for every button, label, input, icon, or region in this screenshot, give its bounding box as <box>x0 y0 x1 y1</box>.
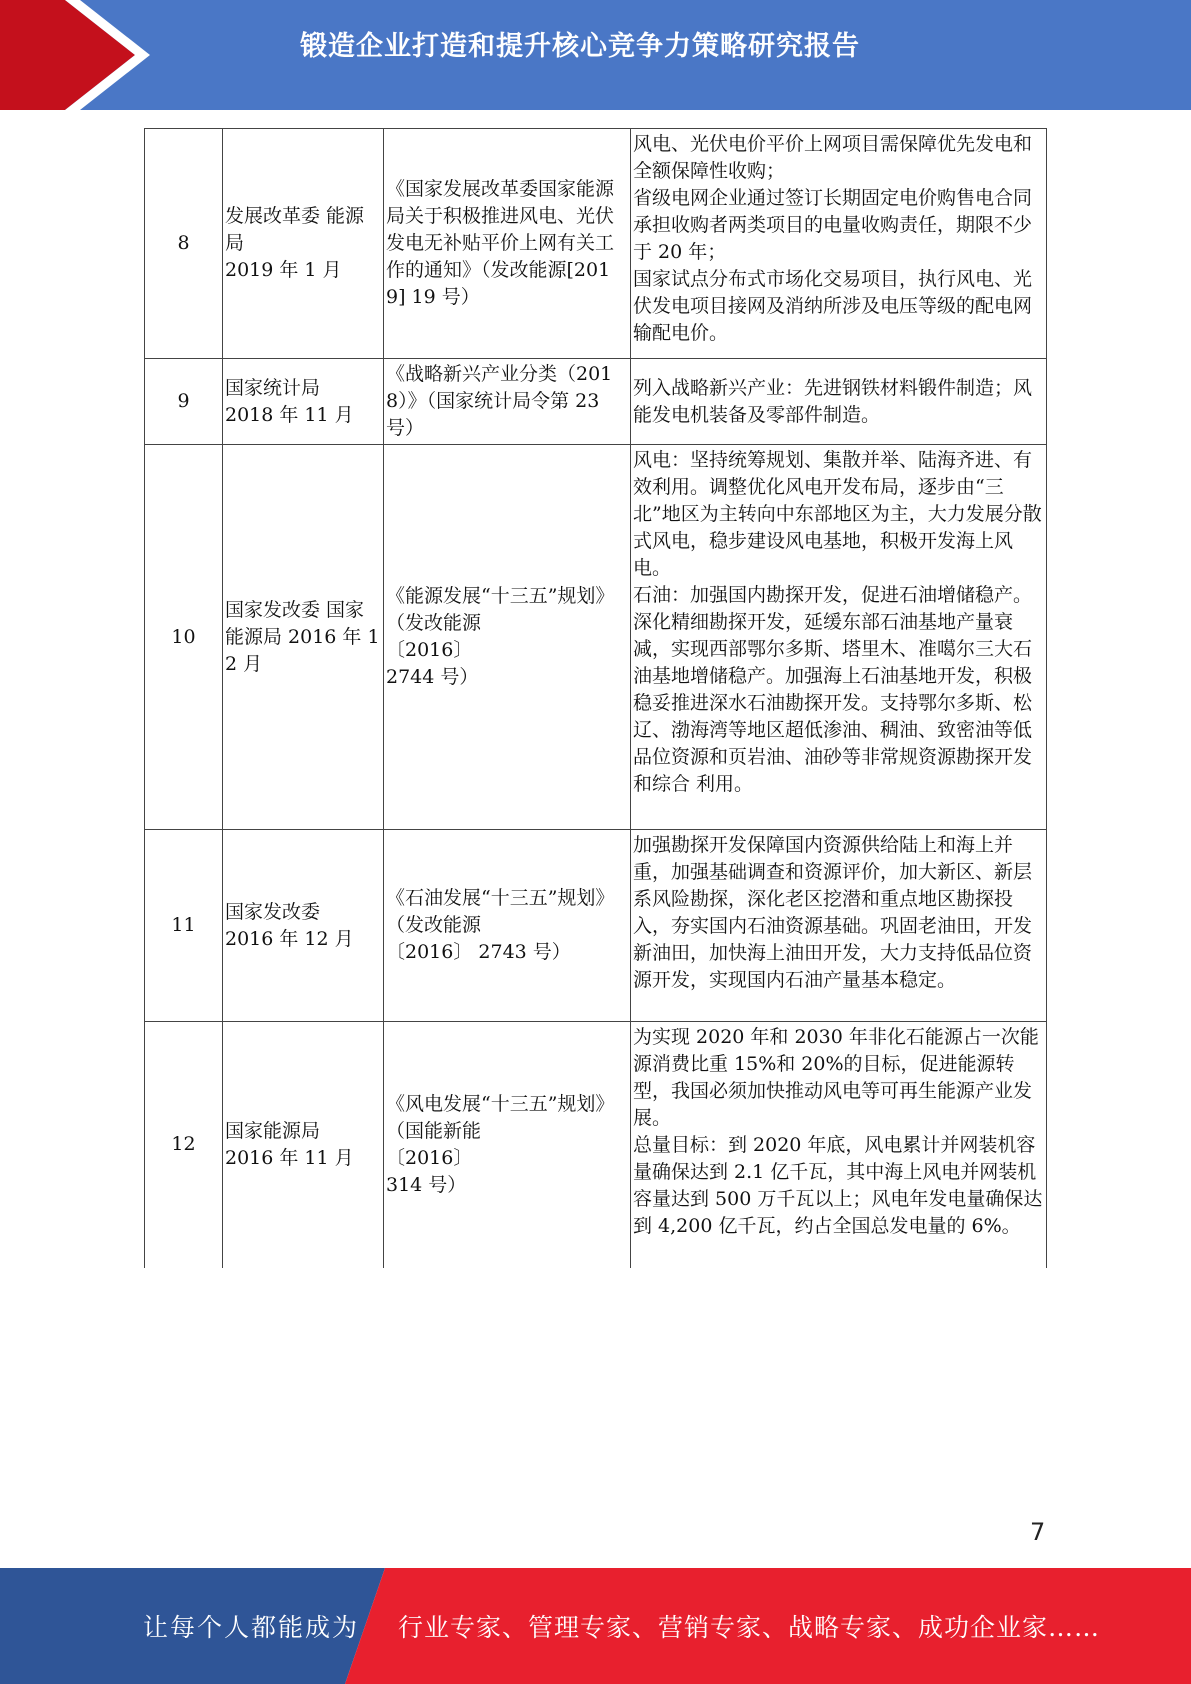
issuer-line: 2018 年 11 月 <box>225 403 354 426</box>
content-cell <box>631 445 1047 830</box>
document-line: 2744 号） <box>386 666 479 688</box>
table-row <box>145 129 1047 359</box>
document-cell <box>384 830 631 1022</box>
document-line: 〔2016〕 <box>386 1146 473 1169</box>
row-number: 8 <box>145 129 223 359</box>
issuer-line: 国家发改委 国家能源局 2016 年 12 月 <box>225 598 380 675</box>
document-cell <box>384 359 631 445</box>
document-line: 《石油发展“十三五”规划》（发改能源 <box>386 887 615 936</box>
document-line: 〔2016〕 <box>386 639 473 661</box>
issuer-line: 2016 年 11 月 <box>225 1146 354 1169</box>
issuer-cell <box>223 359 384 445</box>
issuer-line: 国家统计局 <box>225 376 321 399</box>
content-paragraph: 总量目标：到 2020 年底，风电累计并网装机容量确保达到 2.1 亿千瓦，其中海上风电并网装机容量达到 500 万千瓦以上；风电年发电量确保达到 4,200 亿千瓦，约占全国总发电量的 6%。 <box>633 1134 1043 1237</box>
issuer-line: 发展改革委 能源局 <box>225 205 365 254</box>
table-row <box>145 359 1047 445</box>
document-line: 《风电发展“十三五”规划》（国能新能 <box>386 1092 615 1142</box>
document-line: 《能源发展“十三五”规划》（发改能源 <box>386 585 615 634</box>
content-paragraph: 列入战略新兴产业：先进钢铁材料锻件制造；风能发电机装备及零部件制造。 <box>633 376 1033 426</box>
issuer-cell <box>223 129 384 359</box>
issuer-cell <box>223 1022 384 1268</box>
content-paragraph: 风电、光伏电价平价上网项目需保障优先发电和全额保障性收购； <box>633 133 1033 182</box>
content-paragraph: 省级电网企业通过签订长期固定电价购售电合同承担收购者两类项目的电量收购责任，期限不少于 20 年； <box>633 187 1033 263</box>
issuer-line: 国家能源局 <box>225 1119 321 1142</box>
document-cell <box>384 1022 631 1268</box>
document-cell <box>384 129 631 359</box>
row-number: 12 <box>145 1022 223 1268</box>
content-paragraph: 石油：加强国内勘探开发，促进石油增储稳产。深化精细勘探开发，延缓东部石油基地产量衰减，实现西部鄂尔多斯、塔里木、准噶尔三大石油基地增储稳产。加强海上石油基地开发，积极稳妥推进深水石油勘探开发。支持鄂尔多斯、松辽、渤海湾等地区超低渗油、稠油、致密油等低品位资源和页岩油、油砂等非常规资源勘探开发和综合 利用。 <box>633 584 1033 795</box>
row-number: 11 <box>145 830 223 1022</box>
table-row <box>145 830 1047 1022</box>
issuer-cell <box>223 445 384 830</box>
content-paragraph: 国家试点分布式市场化交易项目，执行风电、光伏发电项目接网及消纳所涉及电压等级的配电网输配电价。 <box>633 268 1033 344</box>
issuer-cell <box>223 830 384 1022</box>
document-line: 《国家发展改革委国家能源局关于积极推进风电、光伏发电无补贴平价上网有关工作的通知》（发改能源[2019] 19 号） <box>386 178 615 308</box>
report-title: 锻造企业打造和提升核心竞争力策略研究报告 <box>300 31 860 62</box>
issuer-line: 2016 年 12 月 <box>225 927 354 950</box>
page-footer <box>0 1568 1191 1684</box>
content-cell <box>631 359 1047 445</box>
content-paragraph: 为实现 2020 年和 2030 年非化石能源占一次能源消费比重 15%和 20%的目标，促进能源转型，我国必须加快推动风电等可再生能源产业发展。 <box>633 1026 1039 1129</box>
table-row <box>145 1022 1047 1268</box>
document-line: 〔2016〕 2743 号） <box>386 941 571 963</box>
document-line: 314 号） <box>386 1173 467 1196</box>
document-line: 《战略新兴产业分类（2018）》（国家统计局令第 23 号） <box>386 363 613 439</box>
content-cell <box>631 1022 1047 1268</box>
content-cell <box>631 830 1047 1022</box>
content-paragraph: 加强勘探开发保障国内资源供给陆上和海上并重，加强基础调查和资源评价，加大新区、新层系风险勘探，深化老区挖潜和重点地区勘探投入，夯实国内石油资源基础。巩固老油田，开发新油田，加快海上油田开发，大力支持低品位资源开发，实现国内石油产量基本稳定。 <box>633 834 1033 991</box>
policy-table <box>144 128 1047 1268</box>
document-cell <box>384 445 631 830</box>
issuer-line: 2019 年 1 月 <box>225 259 342 281</box>
footer-slogan-right: 行业专家、管理专家、营销专家、战略专家、成功企业家…… <box>398 1613 1101 1642</box>
row-number: 9 <box>145 359 223 445</box>
content-paragraph: 风电：坚持统筹规划、集散并举、陆海齐进、有效利用。调整优化风电开发布局，逐步由“三北”地区为主转向中东部地区为主，大力发展分散式风电，稳步建设风电基地，积极开发海上风电。 <box>633 449 1042 579</box>
page-number: 7 <box>1030 1518 1046 1546</box>
header-chevron-icon <box>0 0 160 110</box>
page-header <box>0 0 1191 110</box>
table-row <box>145 445 1047 830</box>
issuer-line: 国家发改委 <box>225 900 321 923</box>
footer-slogan-left: 让每个人都能成为 <box>143 1613 360 1642</box>
row-number: 10 <box>145 445 223 830</box>
content-cell <box>631 129 1047 359</box>
